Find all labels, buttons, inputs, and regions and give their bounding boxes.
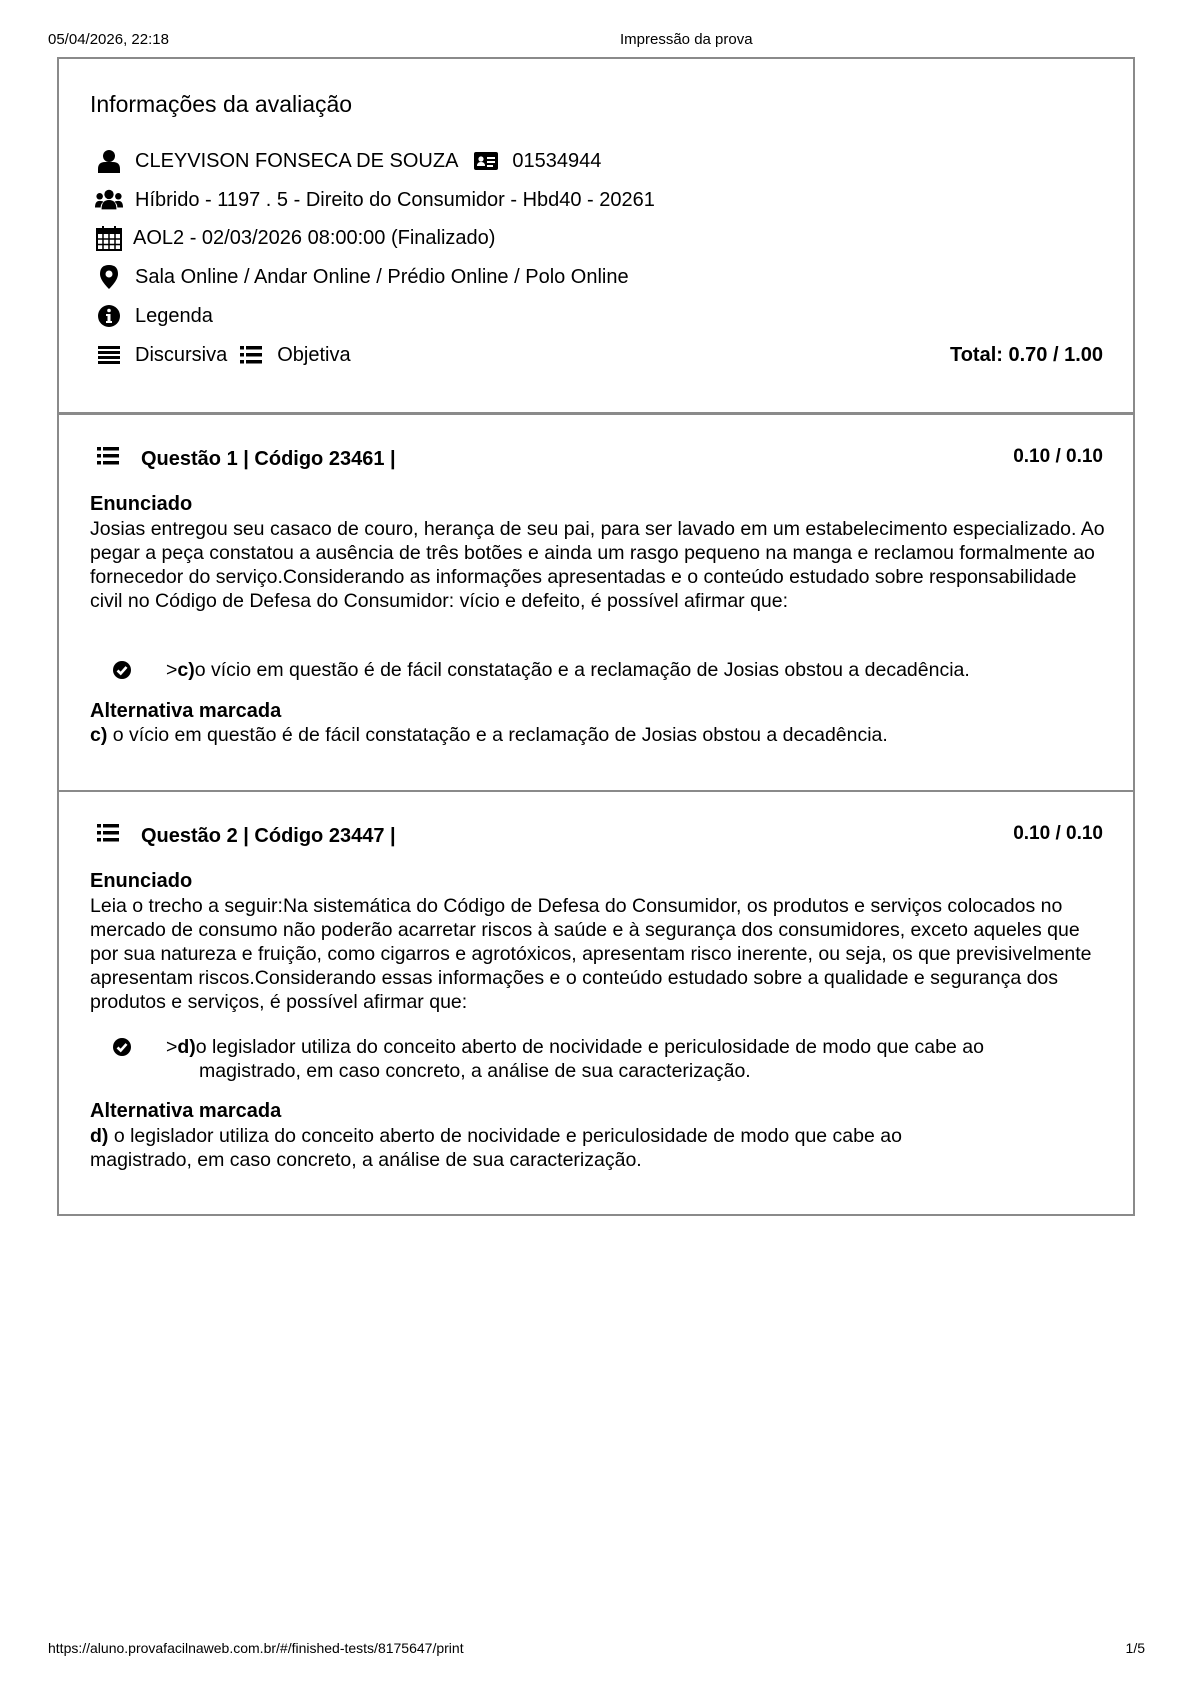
option-prefix: > [166, 659, 178, 681]
print-title: Impressão da prova [620, 31, 753, 48]
legend-objective: Objetiva [277, 343, 351, 366]
legend-row [95, 302, 213, 330]
statement-label: Enunciado [90, 870, 193, 892]
option-text [166, 1035, 1066, 1083]
marked-text: o vício em questão é de fácil constatação e a reclamação de Josias obstou a decadência. [107, 724, 888, 746]
info-circle-icon [95, 302, 123, 330]
info-title: Informações da avaliação [90, 91, 353, 117]
option-letter: c) [177, 659, 195, 681]
question-card [57, 790, 1135, 1216]
statement-text: Leia o trecho a seguir:Na sistemática do Código de Defesa do Consumidor, os produtos e serviços colocados no mercado de consumo não poderão acarretar riscos à saúde e à segurança dos consumidores, exceto aqueles que por sua natureza e fruição, como cigarros e agrotóxicos, apresentam risco inerente, ou seja, os que previsivelmente apresentam riscos.Considerando essas informações e o conteúdo estudado sobre a qualidade e segurança dos produtos e serviços, é possível afirmar que: [90, 895, 1092, 1013]
user-icon [95, 147, 123, 175]
print-url: https://aluno.provafacilnaweb.com.br/#/finished-tests/8175647/print [48, 1640, 464, 1656]
exam-info-card [57, 57, 1135, 414]
page-number: 1/5 [1125, 1640, 1145, 1656]
legend-discursive: Discursiva [135, 343, 228, 366]
question-header [97, 822, 396, 850]
marked-label: Alternativa marcada [90, 700, 282, 722]
list-icon [97, 447, 119, 471]
location-text: Sala Online / Andar Online / Prédio Online / Polo Online [135, 265, 629, 288]
question-score: 0.10 / 0.10 [1013, 446, 1103, 467]
marked-answer [90, 723, 1110, 747]
course-row [95, 186, 655, 214]
id-card-icon [472, 147, 500, 175]
student-row [95, 147, 601, 175]
legend-label: Legenda [135, 304, 213, 327]
option-prefix: > [166, 1036, 178, 1058]
option-line1: o legislador utiliza do conceito aberto de nocividade e periculosidade de modo que cabe ao [195, 1036, 984, 1058]
location-row [95, 263, 629, 291]
course-name: Híbrido - 1197 . 5 - Direito do Consumidor - Hbd40 - 20261 [135, 188, 655, 211]
student-id: 01534944 [512, 149, 602, 172]
check-circle-icon [112, 1037, 132, 1057]
users-icon [95, 186, 123, 214]
marked-letter: c) [90, 724, 108, 746]
question-score: 0.10 / 0.10 [1013, 823, 1103, 844]
selected-option [112, 658, 1066, 682]
marked-label: Alternativa marcada [90, 1100, 282, 1122]
question-card [57, 413, 1135, 792]
check-circle-icon [112, 660, 132, 680]
question-title: Questão 2 | Código 23447 | [141, 824, 396, 847]
print-datetime: 05/04/2026, 22:18 [48, 31, 169, 48]
statement-text: Josias entregou seu casaco de couro, herança de seu pai, para ser lavado em um estabelecimento especializado. Ao pegar a peça constatou a ausência de três botões e ainda um rasgo pequeno na manga e reclamou formalmente ao fornecedor do serviço.Considerando as informações apresentadas e o conteúdo estudado sobre responsabilidade civil no Código de Defesa do Consumidor: vício e defeito, é possível afirmar que: [90, 518, 1105, 612]
marked-letter: d) [90, 1125, 109, 1147]
list-icon [237, 341, 265, 369]
option-line1: o vício em questão é de fácil constatação e a reclamação de Josias obstou a decadência. [194, 659, 970, 681]
total-score: Total: 0.70 / 1.00 [949, 344, 1103, 366]
exam-name: AOL2 - 02/03/2026 08:00:00 (Finalizado) [133, 226, 496, 249]
statement-label: Enunciado [90, 493, 193, 515]
marked-answer [90, 1124, 990, 1172]
option-line2: magistrado, em caso concreto, a análise de sua caracterização. [199, 1060, 751, 1082]
legend-types-row [95, 341, 351, 369]
marked-text: o legislador utiliza do conceito aberto de nocividade e periculosidade de modo que cabe ao magistrado, em caso concreto, a análise de sua caracterização. [90, 1125, 902, 1171]
map-marker-icon [95, 263, 123, 291]
question-title: Questão 1 | Código 23461 | [141, 447, 396, 470]
exam-row [95, 224, 495, 252]
question-header [97, 445, 396, 473]
option-letter: d) [177, 1036, 196, 1058]
option-text [166, 658, 1066, 682]
student-name: CLEYVISON FONSECA DE SOUZA [135, 149, 459, 172]
selected-option [112, 1035, 1066, 1083]
align-justify-icon [95, 341, 123, 369]
list-icon [97, 824, 119, 848]
calendar-icon [95, 224, 123, 252]
